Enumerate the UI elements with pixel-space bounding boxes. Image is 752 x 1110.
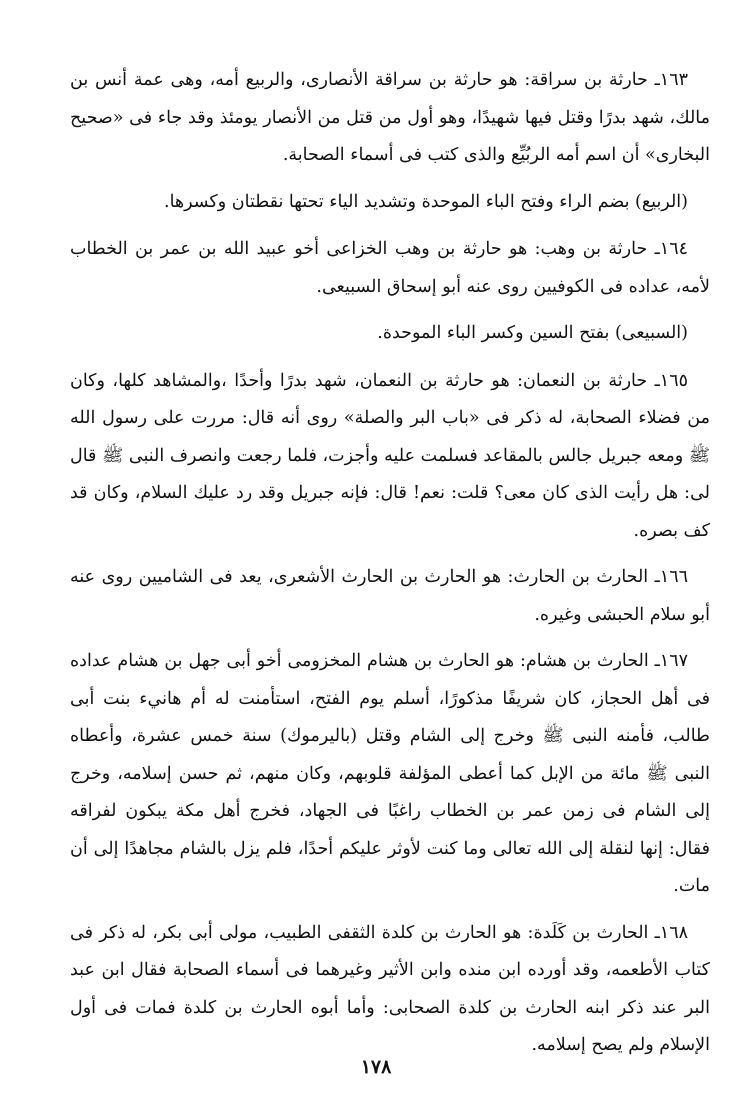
entry-163-paragraph: ١٦٣ـ حارثة بن سراقة: هو حارثة بن سراقة الأنصارى، والربيع أمه، وهى عمة أنس بن مالك، شهد بدرًا وقتل فيها شهيدًا، وهو أول من قتل من الأنصار يومئذ وقد جاء فى «صحيح البخارى» أن اسم أمه الربُيِّع والذى كتب فى أسماء الصحابة.	[70, 70, 710, 165]
entry-165-paragraph: ١٦٥ـ حارثة بن النعمان: هو حارثة بن النعمان، شهد بدرًا وأحدًا ،والمشاهد كلها، وكان من فضلاء الصحابة، له ذكر فى «باب البر والصلة» روى أنه قال: مررت على رسول الله ﷺ ومعه جبريل جالس بالمقاعد فسلمت عليه وأجزت، فلما رجعت وانصرف النبى ﷺ قال لى: هل رأيت الذى كان معى؟ قلت: نعم! قال: فإنه جبريل وقد رد عليك السلام، وكان قد كف بصره.	[70, 370, 710, 541]
entry-164-note: (السبيعى) بفتح السين وكسر الباء الموحدة.	[377, 323, 688, 343]
entry-166-paragraph: ١٦٦ـ الحارث بن الحارث: هو الحارث بن الحارث الأشعرى، يعد فى الشاميين روى عنه أبو سلام الحبشى وغيره.	[70, 567, 710, 625]
entry-163-note: (الربيع) بضم الراء وفتح الباء الموحدة وتشديد الياء تحتها نقطتان وكسرها.	[164, 191, 688, 212]
page-number: ١٧٨	[360, 1056, 392, 1078]
entry-168-paragraph: ١٦٨ـ الحارث بن كَلَدة: هو الحارث بن كلدة الثقفى الطبيب، مولى أبى بكر، له ذكر فى كتاب الأطعمه، وقد أورده ابن منده وابن الأثير وغيرهما فى أسماء الصحابة فقال ابن عبد البر عند ذكر ابنه الحارث بن كلدة الصحابى: وأما أبوه الحارث بن كلدة فمات فى أول الإسلام ولم يصح إسلامه.	[70, 922, 710, 1055]
entry-167-paragraph: ١٦٧ـ الحارث بن هشام: هو الحارث بن هشام المخزومى أخو أبى جهل بن هشام عداده فى أهل الحجاز، كان شريفًا مذكورًا، أسلم يوم الفتح، استأمنت له أم هانيء بنت أبى طالب، فأمنه النبى ﷺ وخرج إلى الشام وقتل (باليرموك) سنة خمس عشرة، وأعطاه النبى ﷺ مائة من الإبل كما أعطى المؤلفة قلوبهم، وكان منهم، ثم حسن إسلامه، وخرج إلى الشام فى زمن عمر بن الخطاب راغبًا فى الجهاد، فخرج أهل مكة يبكون لفراقه فقال: إنها لنقلة إلى الله تعالى وما كنت لأوثر عليكم أحدًا، فلم يزل بالشام مجاهدًا إلى أن مات.	[70, 651, 710, 896]
entry-164-paragraph: ١٦٤ـ حارثة بن وهب: هو حارثة بن وهب الخزاعى أخو عبيد الله بن عمر بن الخطاب لأمه، عداده فى الكوفيين روى عنه أبو إسحاق السبيعى.	[70, 239, 710, 297]
page-body	[70, 62, 710, 1074]
